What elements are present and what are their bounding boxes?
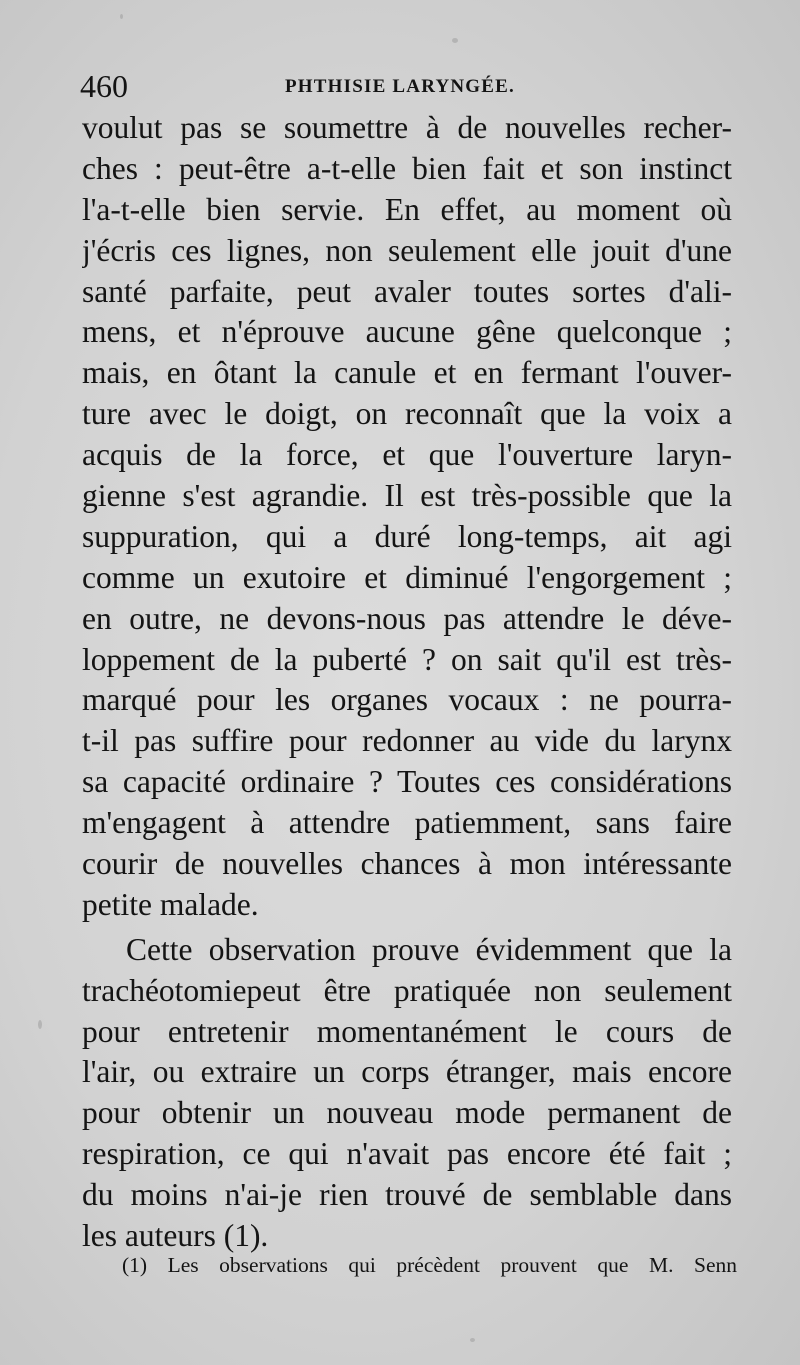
text-line: t-il pas suffire pour redonner au vide du larynx [82,723,732,759]
text-line: j'écris ces lignes, non seulement elle jouit d'une [82,232,732,268]
text-line: l'a-t-elle bien servie. En effet, au moment où [82,191,732,227]
text-line: trachéotomiepeut être pratiquée non seulement [82,972,732,1008]
text-line: ches : peut-être a-t-elle bien fait et son instinct [82,150,732,186]
paper-speck [470,1338,475,1342]
text-line: gienne s'est agrandie. Il est très-possible que la [82,478,732,514]
text-line: santé parfaite, peut avaler toutes sortes d'ali- [82,273,732,309]
paper-speck [38,1020,42,1029]
text-line: voulut pas se soumettre à de nouvelles recher- [82,110,732,145]
text-line: du moins n'ai-je rien trouvé de semblable dans [82,1177,732,1213]
text-line: courir de nouvelles chances à mon intéressante [82,846,732,882]
text-line: en outre, ne devons-nous pas attendre le déve- [82,600,732,636]
page-number: 460 [80,68,128,104]
text-line: petite malade. [82,886,259,922]
paper-speck [452,38,458,43]
text-line: sa capacité ordinaire ? Toutes ces considérations [82,764,732,800]
text-line: marqué pour les organes vocaux : ne pourra- [82,682,732,718]
body-text [82,108,732,1257]
footnote: (1) Les observations qui précèdent prouvent que M. Senn [122,1253,737,1277]
text-line: mais, en ôtant la canule et en fermant l'ouver- [82,355,732,391]
text-line: Cette observation prouve évidemment que la [126,931,732,967]
text-line: acquis de la force, et que l'ouverture laryn- [82,437,732,473]
text-line: mens, et n'éprouve aucune gêne quelconque ; [82,314,732,350]
paragraph-1 [82,108,732,926]
page-header [80,66,730,106]
text-line: comme un exutoire et diminué l'engorgement ; [82,559,732,595]
text-line: pour entretenir momentanément le cours de [82,1013,732,1049]
text-line: les auteurs (1). [82,1218,269,1254]
paper-speck [120,14,123,19]
text-line: pour obtenir un nouveau mode permanent de [82,1095,732,1131]
running-title: PHTHISIE LARYNGÉE. [285,76,515,97]
text-line: loppement de la puberté ? on sait qu'il est très- [82,641,732,677]
paragraph-2 [82,930,732,1257]
text-line: ture avec le doigt, on reconnaît que la voix a [82,396,732,432]
text-line: suppuration, qui a duré long-temps, ait agi [82,518,732,554]
text-line: respiration, ce qui n'avait pas encore été fait ; [82,1136,732,1172]
text-line: l'air, ou extraire un corps étranger, mais encore [82,1054,732,1090]
text-line: m'engagent à attendre patiemment, sans faire [82,805,732,841]
